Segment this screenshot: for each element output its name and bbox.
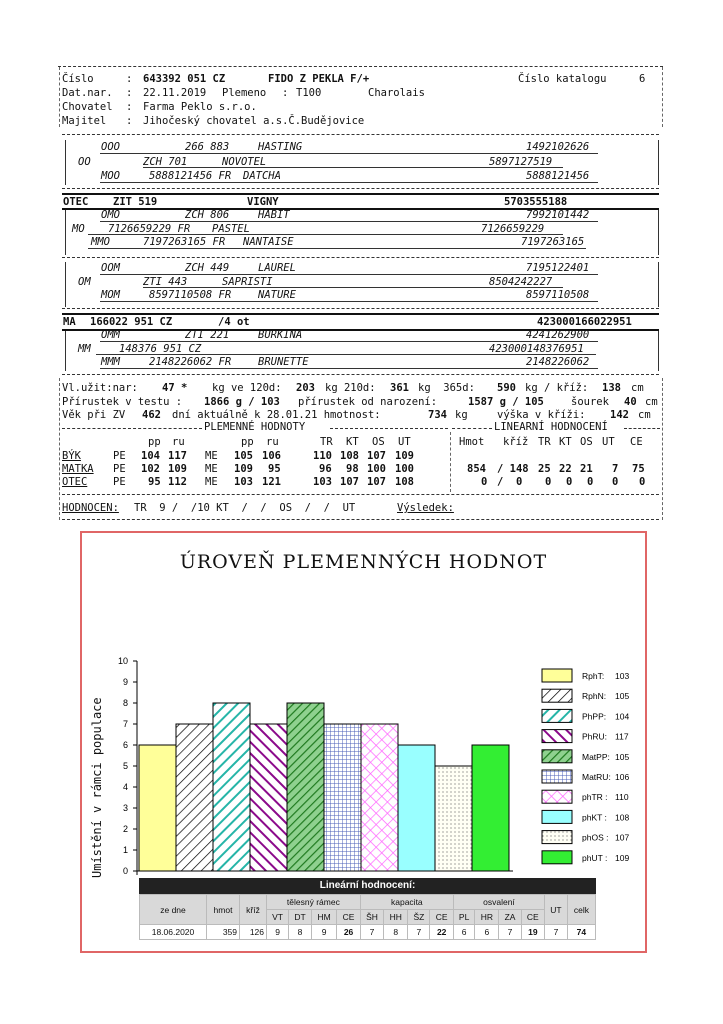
lin-val: 7 [408,925,430,940]
header-plemeno-label: Plemeno [222,87,267,99]
bv-h-pp2: pp [241,436,254,448]
lin-sub: HR [475,910,499,925]
bv-cell: 106 [262,450,281,462]
ped-omm-id: 4241262900 [526,329,590,341]
perf-hmotnost-value: 734 [428,409,447,421]
lin-sub: HH [384,910,408,925]
lin-val: 359 [207,925,240,940]
bv-cell: 107 [367,450,386,462]
bv-cell: 108 [395,476,414,488]
y-tick-label: 8 [122,698,128,708]
bar-MatRU [324,724,361,871]
linear-table-title: Lineární hodnocení: [139,878,596,894]
perf-120d-value: 203 [296,382,315,394]
perf-hmotnost-unit: kg [455,409,468,421]
lin-val: 8 [289,925,312,940]
perf-vlnar-label: Vl.užit:nar: [62,382,138,394]
y-tick-label: 7 [122,719,128,729]
ped-ooo-id: 1492102626 [526,141,590,153]
bv-cell: 109 [395,450,414,462]
legend-swatch [542,689,572,702]
legend-label: PhRU: [582,731,608,742]
ped-otec-name: VIGNY [247,196,279,208]
bv-cell: PE [113,463,126,475]
legend-swatch [542,831,572,844]
bv-row-label: OTEC [62,476,88,488]
legend-value: 110 [615,792,629,803]
ped-mmo-name: NANTAISE [243,236,294,248]
bv-cell: 117 [168,450,187,462]
ped-om-code: OM [78,276,91,288]
lin-cell: 0 [639,476,646,488]
lin-col-celk: celk [567,895,595,925]
bar-PhRU [250,724,287,871]
lin-cell: / 148 [497,463,529,475]
ped-mom-num: 8597110508 FR [149,289,232,301]
perf-vlnar-value: 47 * [162,382,188,394]
lin-cell: 0 [481,476,488,488]
ped-mom-code: MOM [101,289,120,301]
hodnoceni-label: HODNOCEN: [62,502,119,514]
legend-value: 105 [615,751,630,762]
plemenne-hodnoty-title: PLEMENNÉ HODNOTY [204,421,306,433]
ped-oom-code: OOM [101,262,120,274]
y-tick-label: 4 [122,782,128,792]
ped-ma-num: 166022 951 CZ [90,316,173,328]
ped-oom-id: 7195122401 [526,262,590,274]
lin-h-ce: CE [630,436,643,448]
perf-kriz-value: 138 [602,382,621,394]
bv-h-kt: KT [346,436,359,448]
legend-swatch [542,669,572,682]
header-datnar-value: 22.11.2019 [143,87,207,99]
bv-cell: 108 [340,450,359,462]
lin-val: 7 [360,925,383,940]
lin-h-kriz: kříž [503,436,529,448]
header-majitel-value: Jihočeský chovatel a.s.Č.Budějovice [143,115,365,127]
lin-cell: 854 [467,463,486,475]
lin-cell: 0 [545,476,552,488]
lin-cell: 75 [632,463,645,475]
legend-value: 103 [615,671,630,681]
chart-panel [80,531,647,953]
perf-365d-label: kg 365d: [418,382,475,394]
hodnoceni-vysledek: Výsledek: [397,502,454,514]
ped-omo-id: 7992101442 [526,209,590,221]
ped-moo-code: MOO [101,170,120,182]
legend-label: MatPP: [582,751,610,762]
bar-phTR [361,724,398,871]
bv-h-os: OS [372,436,385,448]
lin-sub: CE [430,910,453,925]
lin-sub: ZA [499,910,521,925]
lin-val: 7 [545,925,568,940]
ped-oom-num: ZCH 449 [185,262,230,274]
perf-sourek-unit: cm [645,396,658,408]
perf-prirustek-nar-value: 1587 g / 105 [468,396,544,408]
left-border [59,67,60,127]
ped-moo-id: 5888121456 [526,170,590,182]
bv-cell: 104 [141,450,160,462]
y-tick-label: 10 [117,656,128,666]
lin-val: 26 [337,925,360,940]
lin-sub: PL [453,910,474,925]
bv-cell: 98 [346,463,359,475]
bv-h-ut: UT [398,436,411,448]
legend-swatch [542,790,572,803]
lin-val: 74 [567,925,595,940]
legend-value: 104 [615,711,630,722]
perf-kriz-unit: cm [631,382,644,394]
perf-prirustek-test-label: Přírustek v testu : [62,396,183,408]
divider [62,134,659,135]
ped-oom-name: LAUREL [258,262,296,274]
ped-mo-code: MO [72,223,85,235]
ped-ooo-name: HASTING [258,141,303,153]
bar-RphN [176,724,213,871]
legend-swatch [542,750,572,763]
lin-val: 9 [311,925,336,940]
lin-cell: 21 [580,463,593,475]
chart-title: ÚROVEŇ PLEMENNÝCH HODNOT [179,551,548,573]
bar-RphT [139,745,176,871]
header-plemeno-value: T100 [296,87,322,99]
bv-h-pp: pp [148,436,161,448]
perf-vyska-label: výška v kříži: [497,409,586,421]
y-tick-label: 3 [122,803,128,813]
ped-moo-name: DATCHA [243,170,281,182]
ped-oo-code: OO [78,156,91,168]
lin-sub: ŠH [360,910,383,925]
ped-om-id: 8504242227 [489,276,553,288]
perf-sourek-label: šourek [571,396,609,408]
y-tick-label: 2 [122,824,128,834]
perf-210d-value: 361 [390,382,409,394]
lin-col-hmot: hmot [207,895,240,925]
perf-vek-label: Věk při ZV [62,409,126,421]
header-breed: Charolais [368,87,425,99]
lin-cell: 0 [612,476,619,488]
lin-cell: 25 [538,463,551,475]
ped-ma-id: 423000166022951 [537,316,632,328]
legend-label: RphT: [582,671,605,681]
lin-group-osvaleni: osvalení [453,895,544,910]
bv-h-tr: TR [320,436,333,448]
bar-phKT [398,745,435,871]
bv-cell: 110 [313,450,332,462]
legend-value: 117 [615,731,629,742]
bv-cell: 112 [168,476,187,488]
ped-mm-num: 148376 951 CZ [119,343,202,355]
lin-h-tr: TR [538,436,551,448]
y-tick-label: 9 [122,677,128,687]
lin-val: 18.06.2020 [140,925,207,940]
ped-ooo-num: 266 883 [185,141,230,153]
perf-vyska-value: 142 [610,409,629,421]
lin-h-hmot: Hmot [459,436,485,448]
ped-omm-num: ZTI 221 [185,329,230,341]
lin-val: 126 [240,925,267,940]
perf-sourek-value: 40 [624,396,637,408]
bv-cell: ME [205,450,218,462]
ped-omo-num: ZCH 806 [185,209,230,221]
legend-swatch [542,851,572,864]
ped-mo-id: 7126659229 [481,223,545,235]
legend-value: 105 [615,691,630,702]
perf-prirustek-nar-label: přírustek od narození: [298,396,438,408]
perf-hmotnost-label: dní aktuálně k 28.01.21 hmotnost: [172,409,381,421]
ped-ma-code: MA [63,316,76,328]
lin-group-telesny: tělesný rámec [267,895,361,910]
ped-mo-num: 7126659229 FR [108,223,191,235]
bv-cell: PE [113,450,126,462]
hodnoceni-text: TR 9 / /10 KT / / OS / / UT [134,502,356,514]
legend-label: phTR : [582,792,608,803]
legend-value: 107 [615,832,630,843]
header-datnar-label: Dat.nar. [62,87,113,99]
linear-table [139,894,596,940]
bv-h-ru: ru [172,436,185,448]
ped-mmm-id: 2148226062 [526,356,590,368]
y-tick-label: 1 [122,845,128,855]
legend-swatch [542,730,572,743]
lin-col-ut: UT [545,895,568,925]
ped-mmm-code: MMM [101,356,120,368]
bv-cell: 102 [141,463,160,475]
ped-om-name: SAPRISTI [222,276,273,288]
bv-cell: 105 [234,450,253,462]
legend-label: RphN: [582,691,607,702]
ped-om-num: ZTI 443 [143,276,188,288]
lin-cell: 0 [566,476,573,488]
lin-sub: CE [521,910,544,925]
bv-row-label: MATKA [62,463,94,475]
legend-label: phUT : [582,852,608,863]
lin-val: 22 [430,925,453,940]
bv-cell: 103 [234,476,253,488]
right-border [662,67,663,127]
lin-cell: / 0 [497,476,523,488]
header-katalog-label: Číslo katalogu [518,73,607,85]
lin-val: 6 [453,925,474,940]
ped-mm-id: 423000148376951 [489,343,584,355]
ped-mom-name: NATURE [258,289,296,301]
header-cislo-value: 643392 051 CZ [143,73,226,85]
legend-value: 106 [615,772,630,782]
y-tick-label: 6 [122,740,128,750]
ped-omo-code: OMO [101,209,120,221]
bv-cell: 100 [367,463,386,475]
bar-PhPP [213,703,250,871]
perf-kriz-label: kg / kříž: [525,382,589,394]
ped-mmm-name: BRUNETTE [258,356,309,368]
ped-mmo-num: 7197263165 FR [143,236,226,248]
y-tick-label: 5 [122,761,128,771]
lin-sub: VT [267,910,289,925]
header-animal-name: FIDO Z PEKLA F/+ [268,73,370,85]
ped-otec-num: ZIT 519 [113,196,158,208]
chart-ylabel: Umístění v rámci populace [90,697,104,878]
ped-omm-name: BURKINA [258,329,303,341]
ped-otec-code: OTEC [63,196,89,208]
legend-swatch [542,770,572,783]
bv-cell: 109 [234,463,253,475]
header-majitel-label: Majitel [62,115,107,127]
lin-sub: HM [311,910,336,925]
header-chovatel-value: Farma Peklo s.r.o. [143,101,257,113]
bv-cell: 107 [367,476,386,488]
ped-oo-id: 5897127519 [489,156,553,168]
bv-h-ru2: ru [266,436,279,448]
perf-210d-label: kg 210d: [325,382,376,394]
legend-swatch [542,709,572,722]
lin-val: 9 [267,925,289,940]
ped-mm-code: MM [78,343,91,355]
ped-mmo-id: 7197263165 [521,236,585,248]
bv-cell: 103 [313,476,332,488]
bar-MatPP [287,703,324,871]
bv-cell: ME [205,476,218,488]
perf-120d-label: kg ve 120d: [212,382,282,394]
ped-omo-name: HABIT [258,209,290,221]
bar-phOS [435,766,472,871]
ped-moo-num: 5888121456 FR [149,170,232,182]
header-cislo-label: Číslo [62,73,94,85]
perf-365d-value: 590 [497,382,516,394]
legend-swatch [542,810,572,823]
bv-cell: 109 [168,463,187,475]
lin-col-kriz: kříž [240,895,267,925]
ped-ma-extra: /4 ot [218,316,250,328]
bv-cell: 100 [395,463,414,475]
legend-label: phOS : [582,832,609,843]
bv-cell: 96 [319,463,332,475]
lin-cell: 7 [612,463,619,475]
lin-cell: 0 [587,476,594,488]
lin-sub: DT [289,910,312,925]
ped-mo-name: PASTEL [212,223,250,235]
bv-cell: 95 [268,463,281,475]
legend-label: PhPP: [582,711,607,722]
lin-cell: 22 [559,463,572,475]
lin-h-os: OS [580,436,593,448]
lin-group-kapacita: kapacita [360,895,453,910]
header-katalog-value: 6 [639,73,646,85]
ped-oo-name: NOVOTEL [222,156,267,168]
legend-label: MatRU: [582,772,611,782]
ped-otec-id: 5703555188 [504,196,568,208]
bv-cell: ME [205,463,218,475]
lin-val: 6 [475,925,499,940]
legend-value: 109 [615,852,630,863]
lin-val: 8 [384,925,408,940]
bv-cell: 95 [148,476,161,488]
lin-col-ze-dne: ze dne [140,895,207,925]
top-border [58,66,663,67]
header-chovatel-label: Chovatel [62,101,113,113]
ped-mom-id: 8597110508 [526,289,590,301]
ped-oo-num: ZCH 701 [143,156,188,168]
bv-cell: 121 [262,476,281,488]
lin-sub: CE [337,910,360,925]
ped-mmm-num: 2148226062 FR [149,356,232,368]
linearni-hodnoceni-title: LINEARNÍ HODNOCENÍ [494,421,608,433]
lin-sub: ŠZ [408,910,430,925]
perf-vyska-unit: cm [638,409,651,421]
perf-prirustek-test-value: 1866 g / 103 [204,396,280,408]
perf-vek-value: 462 [142,409,161,421]
lin-h-kt: KT [559,436,572,448]
bar-phUT [472,745,509,871]
ped-omm-code: OMM [101,329,120,341]
legend-value: 108 [615,812,630,823]
bv-row-label: BÝK [62,450,81,462]
bv-cell: PE [113,476,126,488]
y-tick-label: 0 [122,866,128,876]
lin-h-ut: UT [602,436,615,448]
bv-cell: 107 [340,476,359,488]
lin-val: 7 [499,925,521,940]
legend-label: phKT : [582,812,607,823]
ped-ooo-code: OOO [101,141,120,153]
lin-val: 19 [521,925,544,940]
ped-mmo-code: MMO [91,236,110,248]
